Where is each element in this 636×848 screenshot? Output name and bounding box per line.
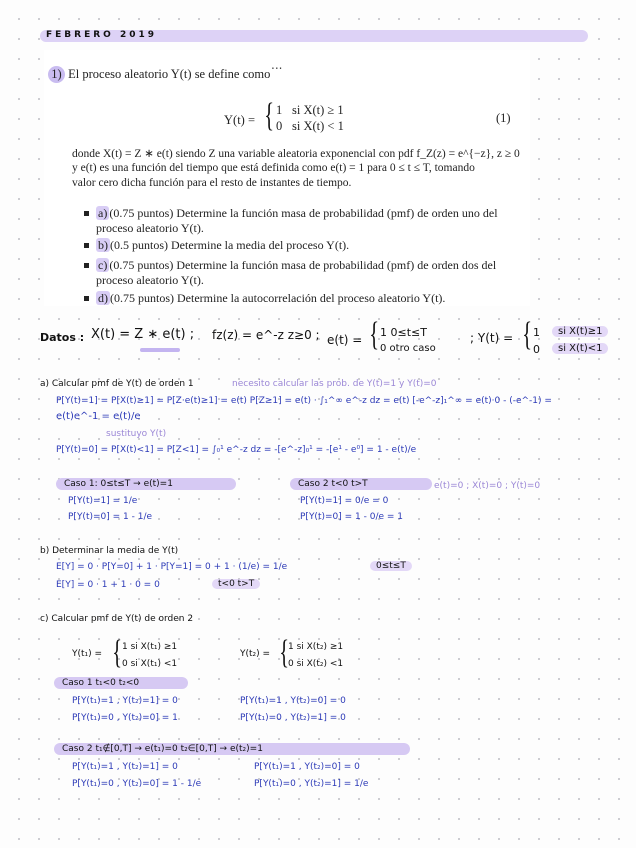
datos-yt-case2-condition: si X(t)<1: [552, 343, 608, 354]
datos-et-case2: 0 otro caso: [380, 343, 436, 354]
c-caso2-line1b: P[Y(t₁)=1 , Y(t₂)=0] = 0: [254, 762, 360, 772]
caso2-note: e(t)=0 ; X(t)=0 ; Y(t)=0: [434, 481, 541, 491]
section-b-line2-tag: t<0 t>T: [212, 579, 260, 589]
c-y2-case2: 0 si X(t₂) <1: [288, 659, 344, 669]
description-line-3: valor cero dicha función para el resto de instantes de tiempo.: [72, 177, 352, 189]
datos-yt: ; Y(t) =: [470, 331, 514, 345]
c-y2-brace: {: [279, 634, 290, 671]
caso1-title: Caso 1: 0≤t≤T → e(t)=1: [56, 478, 236, 490]
section-a-line3: P[Y(t)=0] = P[X(t)<1] = P[Z<1] = ∫₀¹ e^-z dz = -[e^-z]₀¹ = -[e¹ - e⁰] = 1 - e(t)/e: [56, 445, 417, 455]
description-line-2: y e(t) es una función del tiempo que está definida como e(t) = 1 para 0 ≤ t ≤ T, tomando: [72, 162, 475, 174]
caso2-title: Caso 2 t<0 t>T: [290, 478, 432, 490]
section-b-line2: E[Y] = 0 · 1 + 1 · 0 = 0: [56, 580, 160, 590]
c-y2-label: Y(t₂) =: [240, 649, 271, 659]
datos-yt-case1-value: 1: [533, 326, 540, 339]
datos-yt-case1-condition: si X(t)≥1: [552, 326, 608, 337]
c-caso1-line1b: P[Y(t₁)=1 , Y(t₂)=0] = 0: [240, 696, 346, 706]
equation-lhs: Y(t) =: [224, 113, 255, 127]
item-a: a) (0.75 puntos) Determine la función masa de probabilidad (pmf) de orden uno del proceso aleatorio Y(t).: [96, 206, 516, 236]
datos-et-brace: {: [369, 316, 380, 353]
datos-yt-brace: {: [522, 316, 533, 353]
item-d: d) (0.75 puntos) Determine la autocorrelación del proceso aleatorio Y(t).: [96, 291, 516, 306]
c-caso2-line2a: P[Y(t₁)=0 , Y(t₂)=0] = 1 - 1/e: [72, 779, 202, 789]
item-b: b) (0.5 puntos) Determine la media del proceso Y(t).: [96, 238, 516, 253]
section-a-note: necesito calcular las prob. de Y(t)=1 y Y(t)=0: [232, 379, 437, 389]
c-caso2-line2b: P[Y(t₁)=0 , Y(t₂)=1] = 1/e: [254, 779, 369, 789]
c-y1-case1: 1 si X(t₁) ≥1: [122, 642, 178, 652]
problem-intro-line: [48, 66, 270, 83]
c-caso1-line1a: P[Y(t₁)=1 , Y(t₂)=1] = 0: [72, 696, 178, 706]
equation-case2-value: 0: [276, 119, 283, 133]
equation-number: (1): [496, 111, 511, 125]
section-a-line2: e(t)e^-1 = e(t)/e: [56, 411, 141, 422]
c-caso2-title: Caso 2 t₁∉[0,T] → e(t₁)=0 t₂∈[0,T] → e(t₂)=1: [54, 743, 410, 755]
header-title: FEBRERO 2019: [46, 30, 157, 40]
section-b-title: b) Determinar la media de Y(t): [40, 546, 179, 556]
section-b-line1-tag: 0≤t≤T: [370, 561, 412, 571]
equation-brace: {: [264, 97, 275, 134]
datos-x: X(t) = Z ∗ e(t) ;: [91, 327, 195, 342]
section-a-line1: P[Y(t)=1] = P[X(t)≥1] = P[Z·e(t)≥1] = e(t) P[Z≥1] = e(t) · ∫₁^∞ e^-z dz = e(t) [-e^-z]₁^∞ = e(t)·0 - (-e^-1) =: [56, 396, 552, 406]
datos-et-case1: 1 0≤t≤T: [380, 326, 427, 339]
datos-fz: fz(z) = e^-z z≥0 ;: [212, 328, 320, 342]
c-caso1-line2a: P[Y(t₁)=0 , Y(t₂)=0] = 1: [72, 713, 178, 723]
description-line-1: donde X(t) = Z ∗ e(t) siendo Z una variable aleatoria exponencial con pdf f_Z(z) = e^{−z}, z ≥ 0: [72, 148, 520, 160]
c-y1-brace: {: [112, 634, 123, 671]
section-c-title: c) Calcular pmf de Y(t) de orden 2: [40, 614, 194, 624]
section-b-line1: E[Y] = 0 · P[Y=0] + 1 · P[Y=1] = 0 + 1 · (1/e) = 1/e: [56, 562, 288, 572]
caso2-line1: P[Y(t)=1] = 0/e = 0: [300, 496, 389, 506]
section-a-substitute-note: sustituyo Y(t): [106, 429, 167, 439]
c-y1-label: Y(t₁) =: [72, 649, 103, 659]
c-caso1-line2b: P[Y(t₁)=0 , Y(t₂)=1] = 0: [240, 713, 346, 723]
datos-yt-case2-value: 0: [533, 343, 540, 356]
problem-number: 1): [48, 66, 65, 83]
c-caso2-line1a: P[Y(t₁)=1 , Y(t₂)=1] = 0: [72, 762, 178, 772]
c-y1-case2: 0 si X(t₁) <1: [122, 659, 178, 669]
caso2-line2: P[Y(t)=0] = 1 - 0/e = 1: [300, 512, 404, 522]
caso1-line1: P[Y(t)=1] = 1/e: [68, 496, 138, 506]
section-a-title: a) Calcular pmf de Y(t) de orden 1: [40, 379, 194, 389]
problem-intro: El proceso aleatorio Y(t) se define como: [68, 67, 271, 81]
datos-label: Datos :: [40, 331, 85, 344]
equation-case1-condition: si X(t) ≥ 1: [292, 103, 344, 117]
equation-case2-condition: si X(t) < 1: [292, 119, 344, 133]
item-c: c) (0.75 puntos) Determine la función masa de probabilidad (pmf) de orden dos del proceso aleatorio Y(t).: [96, 258, 516, 288]
highlight-stroke: [140, 348, 180, 352]
c-y2-case1: 1 si X(t₂) ≥1: [288, 642, 344, 652]
equation-case1-value: 1: [276, 103, 283, 117]
c-caso1-title: Caso 1 t₁<0 t₂<0: [54, 677, 188, 689]
menu-dots: ...: [271, 58, 283, 72]
datos-et: e(t) =: [327, 333, 363, 347]
caso1-line2: P[Y(t)=0] = 1 - 1/e: [68, 512, 153, 522]
